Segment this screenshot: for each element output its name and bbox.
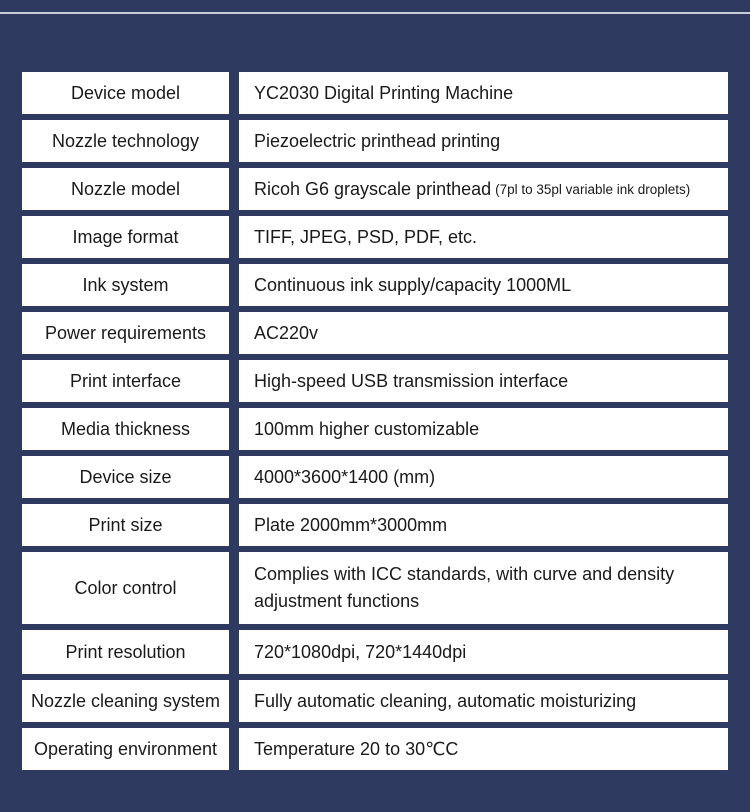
spec-row-operating-environment — [22, 728, 728, 770]
spec-row-print-resolution — [22, 630, 728, 674]
spec-label: Print size — [22, 504, 229, 546]
spec-row-nozzle-cleaning-system — [22, 680, 728, 722]
spec-row-nozzle-model — [22, 168, 728, 210]
spec-value: Plate 2000mm*3000mm — [239, 504, 728, 546]
spec-row-print-size — [22, 504, 728, 546]
spec-label: Power requirements — [22, 312, 229, 354]
spec-row-image-format — [22, 216, 728, 258]
top-divider — [0, 12, 750, 14]
spec-value: Piezoelectric printhead printing — [239, 120, 728, 162]
spec-value-text: Ricoh G6 grayscale printhead — [254, 178, 492, 199]
spec-label: Nozzle cleaning system — [22, 680, 229, 722]
spec-value — [239, 168, 728, 210]
spec-value-note: (7pl to 35pl variable ink droplets) — [495, 181, 691, 197]
spec-label: Device size — [22, 456, 229, 498]
spec-value: YC2030 Digital Printing Machine — [239, 72, 728, 114]
spec-label: Color control — [22, 552, 229, 624]
spec-row-print-interface — [22, 360, 728, 402]
spec-label: Print interface — [22, 360, 229, 402]
spec-label: Media thickness — [22, 408, 229, 450]
spec-row-power-requirements — [22, 312, 728, 354]
spec-row-media-thickness — [22, 408, 728, 450]
spec-row-color-control — [22, 552, 728, 624]
spec-label: Print resolution — [22, 630, 229, 674]
spec-value: TIFF, JPEG, PSD, PDF, etc. — [239, 216, 728, 258]
spec-value: High-speed USB transmission interface — [239, 360, 728, 402]
spec-value: Fully automatic cleaning, automatic moisturizing — [239, 680, 728, 722]
spec-label: Nozzle model — [22, 168, 229, 210]
spec-label: Ink system — [22, 264, 229, 306]
spec-row-device-model — [22, 72, 728, 114]
spec-row-nozzle-technology — [22, 120, 728, 162]
spec-label: Nozzle technology — [22, 120, 229, 162]
spec-value: 100mm higher customizable — [239, 408, 728, 450]
spec-label: Device model — [22, 72, 229, 114]
spec-value: Complies with ICC standards, with curve and density adjustment functions — [239, 552, 728, 624]
spec-label: Operating environment — [22, 728, 229, 770]
spec-value: 4000*3600*1400 (mm) — [239, 456, 728, 498]
spec-value: Temperature 20 to 30℃C — [239, 728, 728, 770]
spec-row-ink-system — [22, 264, 728, 306]
spec-value: 720*1080dpi, 720*1440dpi — [239, 630, 728, 674]
spec-value: AC220v — [239, 312, 728, 354]
spec-label: Image format — [22, 216, 229, 258]
spec-value: Continuous ink supply/capacity 1000ML — [239, 264, 728, 306]
spec-row-device-size — [22, 456, 728, 498]
spec-table — [22, 72, 728, 776]
